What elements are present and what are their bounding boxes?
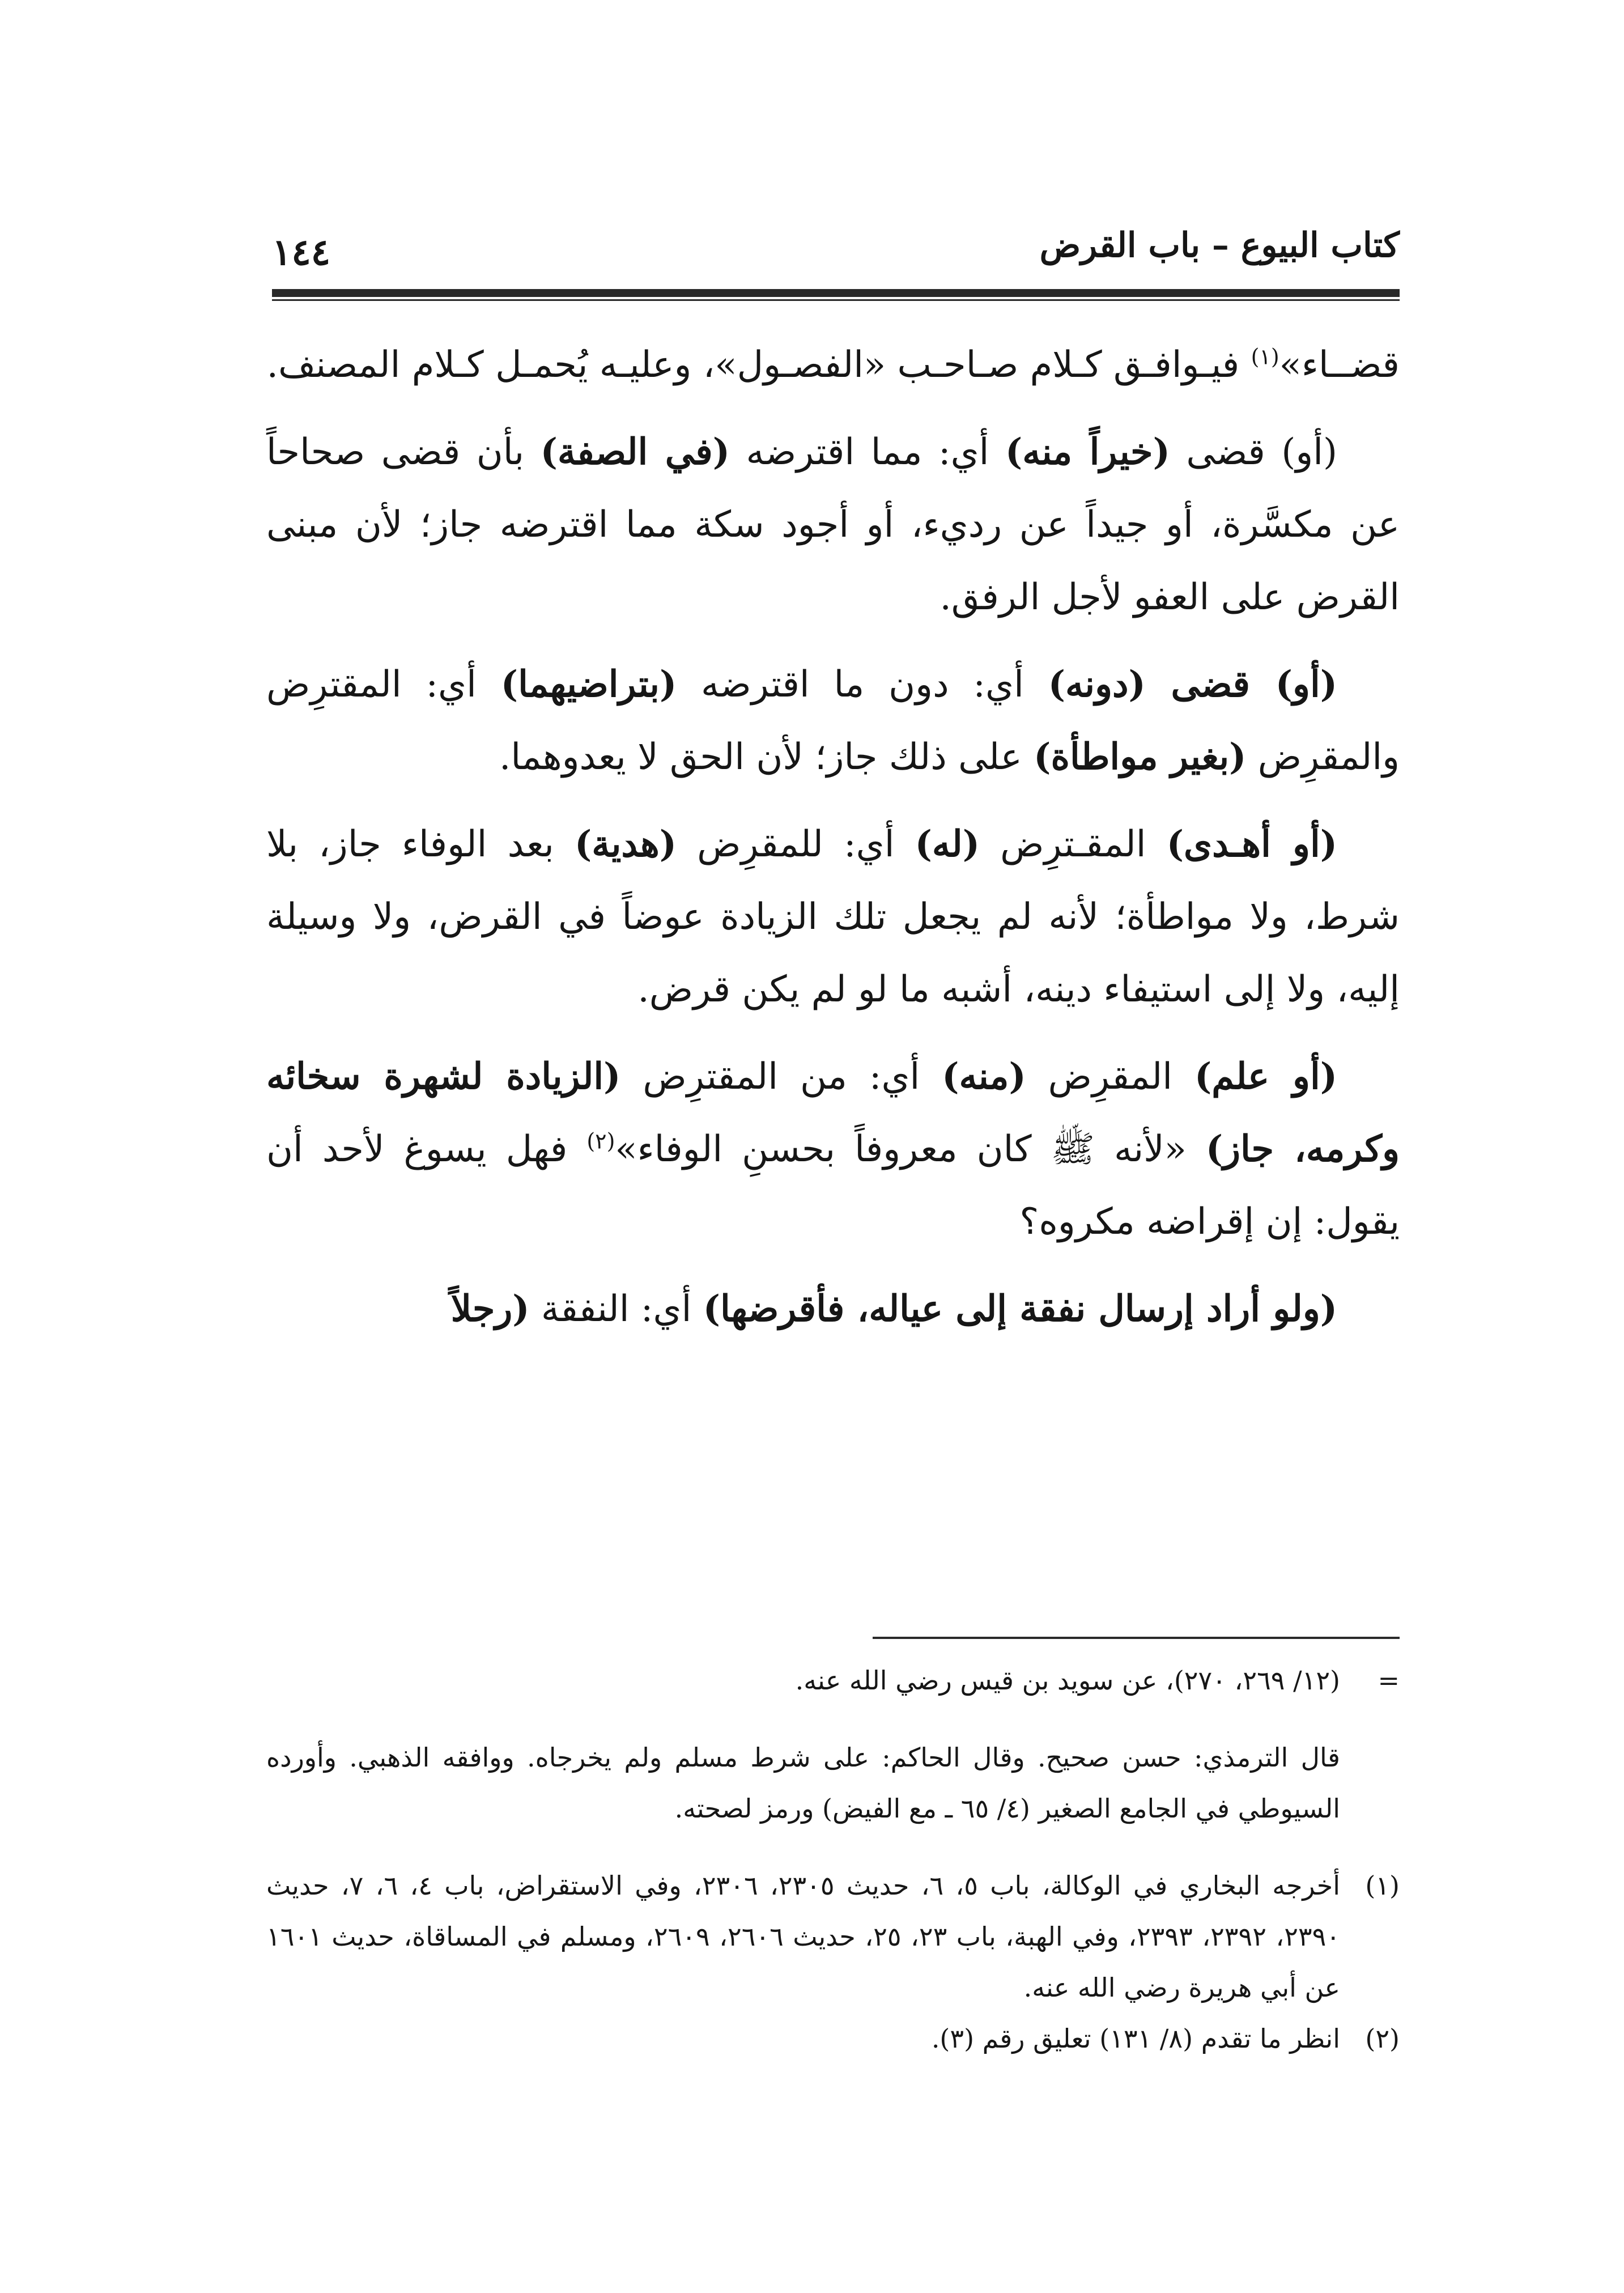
continuation-mark: = <box>1378 1665 1400 1696</box>
text-run: فهل يسوغ لأحد أن يقول: إن إقراضه مكروه؟ <box>266 1128 1400 1243</box>
text-run: على ذلك جاز؛ لأن الحق لا يعدوهما. <box>499 736 1034 778</box>
main-text <box>266 329 1400 1360</box>
paragraph-5 <box>266 1041 1400 1258</box>
paragraph-4 <box>266 808 1400 1026</box>
matn-quote: (رجلاً <box>450 1288 530 1330</box>
footnote-continuation <box>266 1655 1400 1706</box>
matn-quote: (الزيادة لشهرة سخائه وكرمه، جاز) <box>266 1055 1400 1170</box>
matn-quote: (ولو أراد إرسال نفقة إلى عياله، فأقرضها) <box>703 1288 1337 1330</box>
footnote-text: أخرجه البخاري في الوكالة، باب ٥، ٦، حديث ٢٣٠٥، ٢٣٠٦، وفي الاستقراض، باب ٤، ٦، ٧، حديث ٢٣٩٠، ٢٣٩٢، ٢٣٩٣، وفي الهبة، باب ٢٣، ٢٥، حديث ٢٦٠٦، ٢٦٠٩، ومسلم في المساقاة، حديث ١٦٠١ عن أبي هريرة رضي الله عنه. <box>266 1870 1341 2003</box>
matn-quote: (في الصفة) <box>540 431 730 473</box>
text-run: فيـوافـق كـلام صـاحـب «الفصـول»، وعليـه يُحمـل كـلام المصنف. <box>266 344 1251 386</box>
page-header <box>272 220 1400 288</box>
matn-quote: (منه) <box>942 1055 1026 1098</box>
matn-quote: (أو) قضى (دونه) <box>1048 663 1338 706</box>
text-run: قضــاء» <box>1279 344 1400 386</box>
matn-quote: (بتراضيهما) <box>500 663 677 706</box>
text-run: بأن قضى صحاحاً عن مكسَّرة، أو جيداً عن رديء، أو أجود سكة مما اقترضه جاز؛ لأن مبنى القرض على العفو لأجل الرفق. <box>266 431 1400 618</box>
footnote-2 <box>266 2013 1400 2064</box>
footnote-text: قال الترمذي: حسن صحيح. وقال الحاكم: على شرط مسلم ولم يخرجاه. ووافقه الذهبي. وأورده السيوطي في الجامع الصغير (٤/ ٦٥ ـ مع الفيض) ورمز لصحته. <box>266 1742 1340 1824</box>
running-title: كتاب البيوع – باب القرض <box>1039 226 1400 265</box>
footnote-ref-1[interactable]: (١) <box>1251 344 1279 370</box>
matn-quote: (أو أهـدى) <box>1166 823 1337 865</box>
text-run: المقـترِض <box>980 823 1167 865</box>
header-rule <box>272 289 1400 297</box>
footnote-number: (٢) <box>1365 2023 1400 2054</box>
matn-quote: (هدية) <box>575 823 677 865</box>
paragraph-1 <box>266 329 1400 401</box>
paragraph-3 <box>266 648 1400 793</box>
matn-quote: (له) <box>915 823 980 865</box>
footnote-separator <box>873 1637 1400 1639</box>
page-number: ١٤٤ <box>272 231 331 274</box>
text-run: (أو) قضى <box>1170 431 1338 473</box>
text-run: أي: النفقة <box>529 1288 703 1330</box>
paragraph-2 <box>266 416 1400 634</box>
footnote-continuation-text <box>266 1732 1400 1834</box>
matn-quote: (أو علم) <box>1194 1055 1338 1098</box>
matn-quote: (بغير مواطأة) <box>1034 736 1247 778</box>
text-run: أي: من المقترِض <box>620 1056 942 1098</box>
text-run: أي: مما اقترضه <box>730 431 1005 473</box>
text-run: المقرِض <box>1026 1056 1194 1098</box>
text-run: بعد الوفاء جاز، بلا شرط، ولا مواطأة؛ لأنه لم يجعل تلك الزيادة عوضاً في القرض، ولا وسيلة إليه، ولا إلى استيفاء دينه، أشبه ما لو لم يكن قرض. <box>266 823 1400 1010</box>
footnote-text: (١٢/ ٢٦٩، ٢٧٠)، عن سويد بن قيس رضي الله عنه. <box>795 1665 1340 1696</box>
footnotes-section <box>266 1655 1400 2064</box>
footnote-number: (١) <box>1365 1870 1400 1901</box>
footnote-1 <box>266 1860 1400 2013</box>
text-run: أي: للمقرِض <box>677 823 915 865</box>
text-run: أي: دون ما اقترضه <box>677 664 1048 706</box>
footnote-text: انظر ما تقدم (٨/ ١٣١) تعليق رقم (٣). <box>931 2023 1340 2054</box>
matn-quote: (خيراً منه) <box>1005 431 1170 473</box>
paragraph-6 <box>266 1273 1400 1345</box>
text-run: أي: المقترِض والمقرِض <box>266 664 1400 778</box>
hadith-quote: «لأنه ﷺ كان معروفاً بحسنِ الوفاء» <box>615 1128 1206 1170</box>
footnote-ref-2[interactable]: (٢) <box>586 1128 615 1154</box>
header-rule-thin <box>272 299 1400 301</box>
